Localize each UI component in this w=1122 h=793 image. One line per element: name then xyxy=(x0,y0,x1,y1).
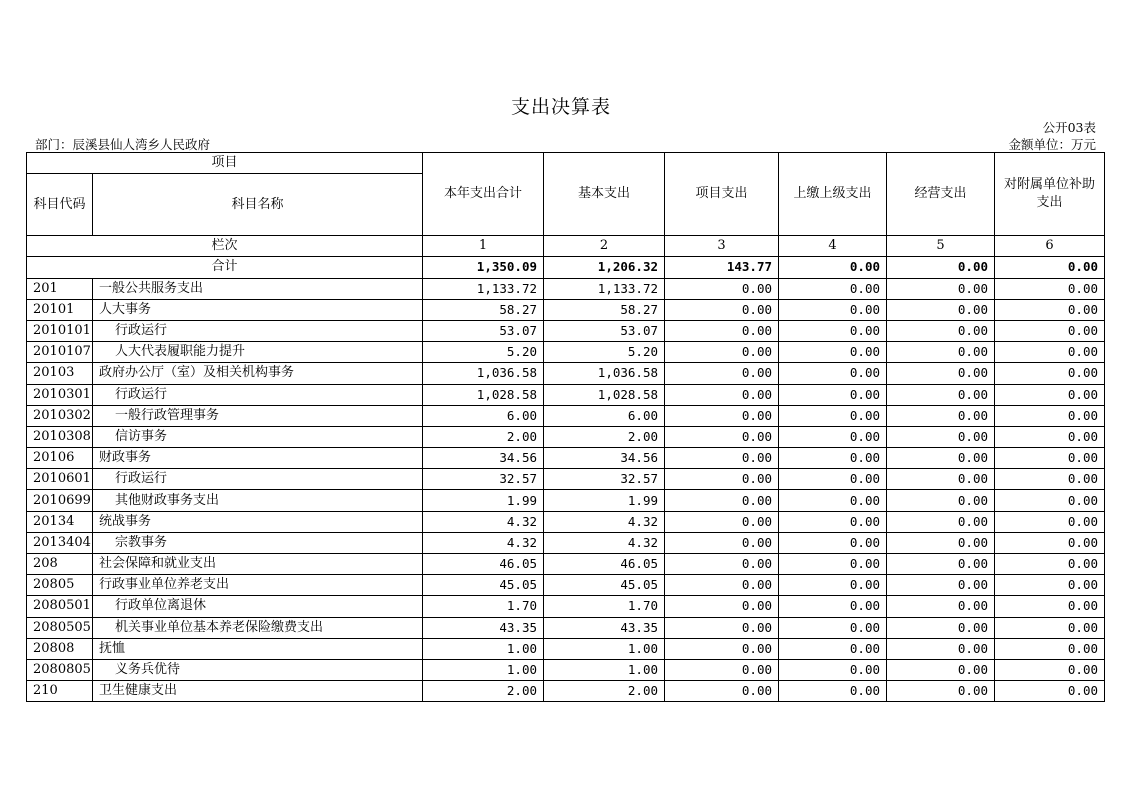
row-value-project-exp: 0.00 xyxy=(665,278,779,299)
row-value-upper: 0.00 xyxy=(779,532,887,553)
row-value-business: 0.00 xyxy=(887,426,995,447)
row-name: 卫生健康支出 xyxy=(93,681,423,702)
row-value-project-exp: 0.00 xyxy=(665,554,779,575)
row-value-upper: 0.00 xyxy=(779,575,887,596)
header-project-expense: 项目支出 xyxy=(665,153,779,236)
row-value-project-exp: 0.00 xyxy=(665,617,779,638)
row-code: 20103 xyxy=(27,363,93,384)
table-row xyxy=(27,448,1105,469)
row-name: 义务兵优待 xyxy=(93,659,423,680)
row-value-project-exp: 0.00 xyxy=(665,532,779,553)
row-value-subsidy: 0.00 xyxy=(995,320,1105,341)
row-value-total: 53.07 xyxy=(423,320,544,341)
total-cell: 1,206.32 xyxy=(544,257,665,278)
row-value-subsidy: 0.00 xyxy=(995,681,1105,702)
column-number: 3 xyxy=(665,236,779,257)
row-value-basic: 2.00 xyxy=(544,426,665,447)
row-name: 财政事务 xyxy=(93,448,423,469)
row-value-subsidy: 0.00 xyxy=(995,554,1105,575)
row-code: 2010601 xyxy=(27,469,93,490)
row-name: 统战事务 xyxy=(93,511,423,532)
row-value-business: 0.00 xyxy=(887,405,995,426)
row-value-subsidy: 0.00 xyxy=(995,659,1105,680)
row-value-subsidy: 0.00 xyxy=(995,490,1105,511)
table-row xyxy=(27,469,1105,490)
row-value-total: 4.32 xyxy=(423,532,544,553)
table-row xyxy=(27,363,1105,384)
expenditure-table xyxy=(26,152,1105,702)
row-value-basic: 43.35 xyxy=(544,617,665,638)
row-code: 201 xyxy=(27,278,93,299)
row-value-total: 4.32 xyxy=(423,511,544,532)
row-value-business: 0.00 xyxy=(887,511,995,532)
row-value-upper: 0.00 xyxy=(779,278,887,299)
row-name: 机关事业单位基本养老保险缴费支出 xyxy=(93,617,423,638)
row-value-project-exp: 0.00 xyxy=(665,426,779,447)
row-value-project-exp: 0.00 xyxy=(665,659,779,680)
total-cell: 0.00 xyxy=(995,257,1105,278)
row-name: 信访事务 xyxy=(93,426,423,447)
row-code: 20106 xyxy=(27,448,93,469)
row-value-business: 0.00 xyxy=(887,659,995,680)
row-value-total: 32.57 xyxy=(423,469,544,490)
row-value-business: 0.00 xyxy=(887,320,995,341)
table-row xyxy=(27,681,1105,702)
column-number: 2 xyxy=(544,236,665,257)
row-code: 20805 xyxy=(27,575,93,596)
row-value-business: 0.00 xyxy=(887,384,995,405)
row-code: 2010107 xyxy=(27,342,93,363)
row-value-basic: 45.05 xyxy=(544,575,665,596)
table-row xyxy=(27,554,1105,575)
row-name: 行政事业单位养老支出 xyxy=(93,575,423,596)
header-subsidy: 对附属单位补助支出 xyxy=(995,153,1105,236)
row-value-project-exp: 0.00 xyxy=(665,405,779,426)
row-value-total: 1,028.58 xyxy=(423,384,544,405)
row-value-upper: 0.00 xyxy=(779,596,887,617)
table-row xyxy=(27,617,1105,638)
row-value-project-exp: 0.00 xyxy=(665,469,779,490)
row-code: 2013404 xyxy=(27,532,93,553)
row-value-total: 58.27 xyxy=(423,299,544,320)
row-value-subsidy: 0.00 xyxy=(995,384,1105,405)
row-value-upper: 0.00 xyxy=(779,448,887,469)
row-value-basic: 1.00 xyxy=(544,659,665,680)
table-row xyxy=(27,532,1105,553)
row-value-basic: 1.70 xyxy=(544,596,665,617)
table-row xyxy=(27,342,1105,363)
row-value-subsidy: 0.00 xyxy=(995,617,1105,638)
row-value-project-exp: 0.00 xyxy=(665,575,779,596)
row-value-subsidy: 0.00 xyxy=(995,469,1105,490)
row-value-total: 45.05 xyxy=(423,575,544,596)
table-row xyxy=(27,490,1105,511)
row-value-subsidy: 0.00 xyxy=(995,299,1105,320)
table-row xyxy=(27,596,1105,617)
row-value-total: 34.56 xyxy=(423,448,544,469)
row-value-project-exp: 0.00 xyxy=(665,342,779,363)
header-code: 科目代码 xyxy=(27,174,93,236)
row-code: 2010301 xyxy=(27,384,93,405)
row-value-basic: 5.20 xyxy=(544,342,665,363)
row-value-basic: 53.07 xyxy=(544,320,665,341)
row-value-upper: 0.00 xyxy=(779,681,887,702)
row-value-upper: 0.00 xyxy=(779,384,887,405)
row-value-total: 1.99 xyxy=(423,490,544,511)
table-row xyxy=(27,384,1105,405)
row-value-project-exp: 0.00 xyxy=(665,596,779,617)
header-project: 项目 xyxy=(27,153,423,174)
row-value-basic: 2.00 xyxy=(544,681,665,702)
row-value-subsidy: 0.00 xyxy=(995,405,1105,426)
row-name: 行政单位离退休 xyxy=(93,596,423,617)
total-cell: 0.00 xyxy=(779,257,887,278)
amount-unit: 金额单位：万元 xyxy=(1008,137,1096,152)
row-value-business: 0.00 xyxy=(887,554,995,575)
total-row xyxy=(27,257,1105,278)
row-value-basic: 4.32 xyxy=(544,511,665,532)
row-value-total: 1,036.58 xyxy=(423,363,544,384)
row-value-upper: 0.00 xyxy=(779,342,887,363)
row-code: 2010302 xyxy=(27,405,93,426)
table-row xyxy=(27,405,1105,426)
row-value-basic: 1.99 xyxy=(544,490,665,511)
row-value-project-exp: 0.00 xyxy=(665,448,779,469)
row-code: 2080805 xyxy=(27,659,93,680)
row-name: 一般行政管理事务 xyxy=(93,405,423,426)
table-row xyxy=(27,320,1105,341)
row-value-business: 0.00 xyxy=(887,469,995,490)
row-value-upper: 0.00 xyxy=(779,638,887,659)
row-value-subsidy: 0.00 xyxy=(995,278,1105,299)
header-upper: 上缴上级支出 xyxy=(779,153,887,236)
row-value-business: 0.00 xyxy=(887,278,995,299)
row-value-total: 2.00 xyxy=(423,681,544,702)
row-code: 2010699 xyxy=(27,490,93,511)
row-value-business: 0.00 xyxy=(887,532,995,553)
row-code: 20134 xyxy=(27,511,93,532)
row-name: 宗教事务 xyxy=(93,532,423,553)
row-value-total: 43.35 xyxy=(423,617,544,638)
row-value-project-exp: 0.00 xyxy=(665,638,779,659)
row-value-upper: 0.00 xyxy=(779,426,887,447)
row-value-basic: 1.00 xyxy=(544,638,665,659)
row-value-basic: 58.27 xyxy=(544,299,665,320)
row-value-business: 0.00 xyxy=(887,681,995,702)
table-row xyxy=(27,575,1105,596)
row-name: 一般公共服务支出 xyxy=(93,278,423,299)
row-value-total: 1,133.72 xyxy=(423,278,544,299)
row-value-business: 0.00 xyxy=(887,448,995,469)
row-value-total: 2.00 xyxy=(423,426,544,447)
row-value-project-exp: 0.00 xyxy=(665,299,779,320)
row-code: 2010101 xyxy=(27,320,93,341)
row-value-business: 0.00 xyxy=(887,617,995,638)
row-value-subsidy: 0.00 xyxy=(995,426,1105,447)
row-value-upper: 0.00 xyxy=(779,405,887,426)
row-value-total: 1.70 xyxy=(423,596,544,617)
row-value-total: 1.00 xyxy=(423,638,544,659)
row-value-project-exp: 0.00 xyxy=(665,681,779,702)
row-value-basic: 46.05 xyxy=(544,554,665,575)
row-value-basic: 1,036.58 xyxy=(544,363,665,384)
row-name: 社会保障和就业支出 xyxy=(93,554,423,575)
row-name: 行政运行 xyxy=(93,320,423,341)
column-number-label: 栏次 xyxy=(27,236,423,257)
total-cell: 143.77 xyxy=(665,257,779,278)
header-total: 本年支出合计 xyxy=(423,153,544,236)
row-value-subsidy: 0.00 xyxy=(995,448,1105,469)
row-code: 20808 xyxy=(27,638,93,659)
row-value-business: 0.00 xyxy=(887,363,995,384)
row-name: 行政运行 xyxy=(93,469,423,490)
table-row xyxy=(27,511,1105,532)
row-value-upper: 0.00 xyxy=(779,554,887,575)
row-value-project-exp: 0.00 xyxy=(665,363,779,384)
row-value-business: 0.00 xyxy=(887,490,995,511)
table-row xyxy=(27,638,1105,659)
page-title: 支出决算表 xyxy=(510,96,611,118)
row-value-subsidy: 0.00 xyxy=(995,638,1105,659)
row-code: 210 xyxy=(27,681,93,702)
row-name: 政府办公厅（室）及相关机构事务 xyxy=(93,363,423,384)
row-value-total: 46.05 xyxy=(423,554,544,575)
row-value-upper: 0.00 xyxy=(779,659,887,680)
row-value-total: 1.00 xyxy=(423,659,544,680)
column-number: 5 xyxy=(887,236,995,257)
row-value-subsidy: 0.00 xyxy=(995,363,1105,384)
row-value-subsidy: 0.00 xyxy=(995,596,1105,617)
row-value-business: 0.00 xyxy=(887,299,995,320)
row-value-subsidy: 0.00 xyxy=(995,532,1105,553)
row-value-total: 5.20 xyxy=(423,342,544,363)
row-value-basic: 1,028.58 xyxy=(544,384,665,405)
table-row xyxy=(27,278,1105,299)
row-value-upper: 0.00 xyxy=(779,299,887,320)
row-name: 人大代表履职能力提升 xyxy=(93,342,423,363)
department-label: 部门：辰溪县仙人湾乡人民政府 xyxy=(35,137,211,152)
row-value-project-exp: 0.00 xyxy=(665,320,779,341)
row-value-upper: 0.00 xyxy=(779,320,887,341)
row-code: 208 xyxy=(27,554,93,575)
row-value-business: 0.00 xyxy=(887,575,995,596)
row-value-business: 0.00 xyxy=(887,342,995,363)
header-name: 科目名称 xyxy=(93,174,423,236)
row-name: 人大事务 xyxy=(93,299,423,320)
row-code: 2080505 xyxy=(27,617,93,638)
row-code: 2080501 xyxy=(27,596,93,617)
row-value-total: 6.00 xyxy=(423,405,544,426)
header-basic: 基本支出 xyxy=(544,153,665,236)
row-name: 其他财政事务支出 xyxy=(93,490,423,511)
row-value-basic: 6.00 xyxy=(544,405,665,426)
row-value-basic: 4.32 xyxy=(544,532,665,553)
column-number: 6 xyxy=(995,236,1105,257)
row-value-upper: 0.00 xyxy=(779,469,887,490)
row-value-business: 0.00 xyxy=(887,638,995,659)
row-value-project-exp: 0.00 xyxy=(665,511,779,532)
header-business: 经营支出 xyxy=(887,153,995,236)
row-value-upper: 0.00 xyxy=(779,617,887,638)
row-value-upper: 0.00 xyxy=(779,490,887,511)
row-name: 抚恤 xyxy=(93,638,423,659)
table-row xyxy=(27,659,1105,680)
row-value-subsidy: 0.00 xyxy=(995,575,1105,596)
row-value-basic: 1,133.72 xyxy=(544,278,665,299)
column-number: 1 xyxy=(423,236,544,257)
total-cell: 1,350.09 xyxy=(423,257,544,278)
column-number: 4 xyxy=(779,236,887,257)
column-number-row xyxy=(27,236,1105,257)
header-row-1 xyxy=(27,153,1105,174)
row-code: 20101 xyxy=(27,299,93,320)
total-label: 合计 xyxy=(27,257,423,278)
row-value-project-exp: 0.00 xyxy=(665,490,779,511)
row-value-upper: 0.00 xyxy=(779,511,887,532)
row-value-basic: 34.56 xyxy=(544,448,665,469)
row-code: 2010308 xyxy=(27,426,93,447)
row-value-business: 0.00 xyxy=(887,596,995,617)
total-cell: 0.00 xyxy=(887,257,995,278)
row-value-basic: 32.57 xyxy=(544,469,665,490)
form-number: 公开03表 xyxy=(1042,120,1096,135)
table-row xyxy=(27,299,1105,320)
row-value-upper: 0.00 xyxy=(779,363,887,384)
row-name: 行政运行 xyxy=(93,384,423,405)
row-value-subsidy: 0.00 xyxy=(995,511,1105,532)
table-row xyxy=(27,426,1105,447)
row-value-project-exp: 0.00 xyxy=(665,384,779,405)
row-value-subsidy: 0.00 xyxy=(995,342,1105,363)
